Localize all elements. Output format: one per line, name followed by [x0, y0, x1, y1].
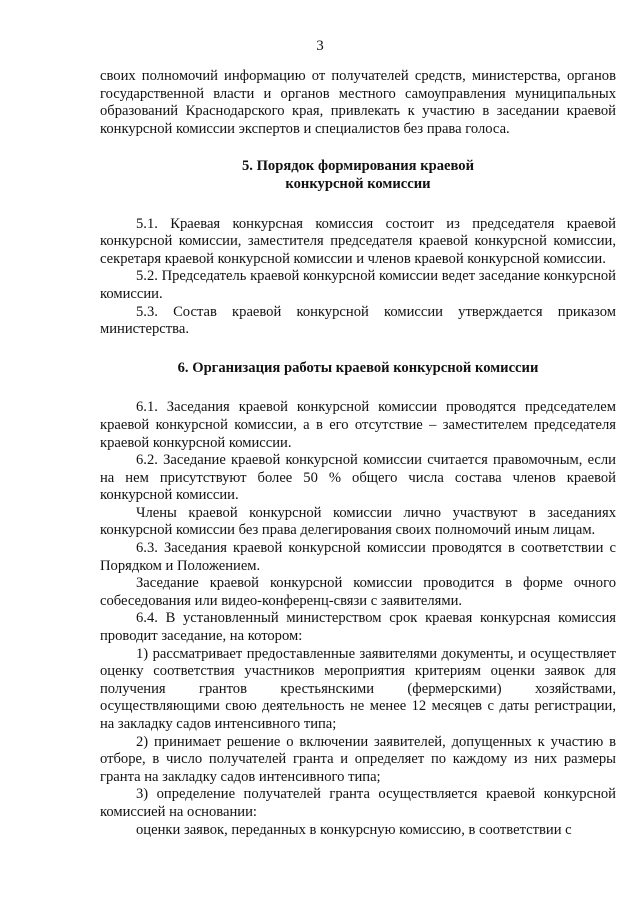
paragraph-members: Члены краевой конкурсной комиссии лично участвуют в заседаниях конкурсной комиссии без права делегирования своих полномочий иным лицам.: [100, 504, 616, 539]
paragraph-6-4: 6.4. В установленный министерством срок краевая конкурсная комиссия проводит заседание, на котором:: [100, 610, 616, 645]
paragraph-meeting-form: Заседание краевой конкурсной комиссии проводится в форме очного собеседования или видео-конференц-связи с заявителями.: [100, 575, 616, 609]
paragraph-6-2: 6.2. Заседание краевой конкурсной комиссии считается правомочным, если на нем присутствуют более 50 % общего числа состава членов краевой конкурсной комиссии.: [100, 452, 616, 504]
intro-paragraph: своих полномочий информацию от получателей средств, министерства, органов государственной власти и органов местного самоуправления муниципальных образований Краснодарского края, привлекать к участию в заседании краевой конкурсной комиссии экспертов и специалистов без права голоса.: [100, 68, 616, 137]
section-6-heading: 6. Организация работы краевой конкурсной комиссии: [177, 359, 539, 376]
paragraph-5-1: 5.1. Краевая конкурсная комиссия состоит из председателя краевой конкурсной комиссии, заместителя председателя краевой конкурсной комиссии, секретаря краевой конкурсной комиссии и членов краевой конкурсной комиссии.: [100, 215, 616, 267]
paragraph-assessment: оценки заявок, переданных в конкурсную комиссию, в соответствии с: [136, 821, 572, 838]
list-item-1: 1) рассматривает предоставленные заявителями документы, и осуществляет оценку соответствия участников мероприятия критериям оценки заявок для получения грантов крестьянскими (фермерскими) хозяйствами, осуществляющими свою деятельность не менее 12 месяцев с даты регистрации, на закладку садов интенсивного типа;: [100, 645, 616, 732]
list-item-3: 3) определение получателей гранта осуществляется краевой конкурсной комиссией на основании:: [100, 786, 616, 820]
page-number: 3: [316, 38, 324, 54]
paragraph-5-2: 5.2. Председатель краевой конкурсной комиссии ведет заседание конкурсной комиссии.: [100, 268, 616, 302]
list-item-2: 2) принимает решение о включении заявителей, допущенных к участию в отборе, в число получателей гранта и определяет по каждому из них размеры гранта на закладку садов интенсивного типа;: [100, 733, 616, 785]
paragraph-5-3: 5.3. Состав краевой конкурсной комиссии утверждается приказом министерства.: [100, 303, 616, 338]
document-body: [100, 68, 616, 839]
section-5-heading: 5. Порядок формирования краевой конкурсной комиссии: [241, 158, 474, 192]
paragraph-6-3: 6.3. Заседания краевой конкурсной комиссии проводятся в соответствии с Порядком и Положением.: [100, 540, 616, 574]
paragraph-6-1: 6.1. Заседания краевой конкурсной комиссии проводятся председателем краевой конкурсной комиссии, а в его отсутствие – заместителем председателя краевой конкурсной комиссии.: [100, 399, 616, 451]
